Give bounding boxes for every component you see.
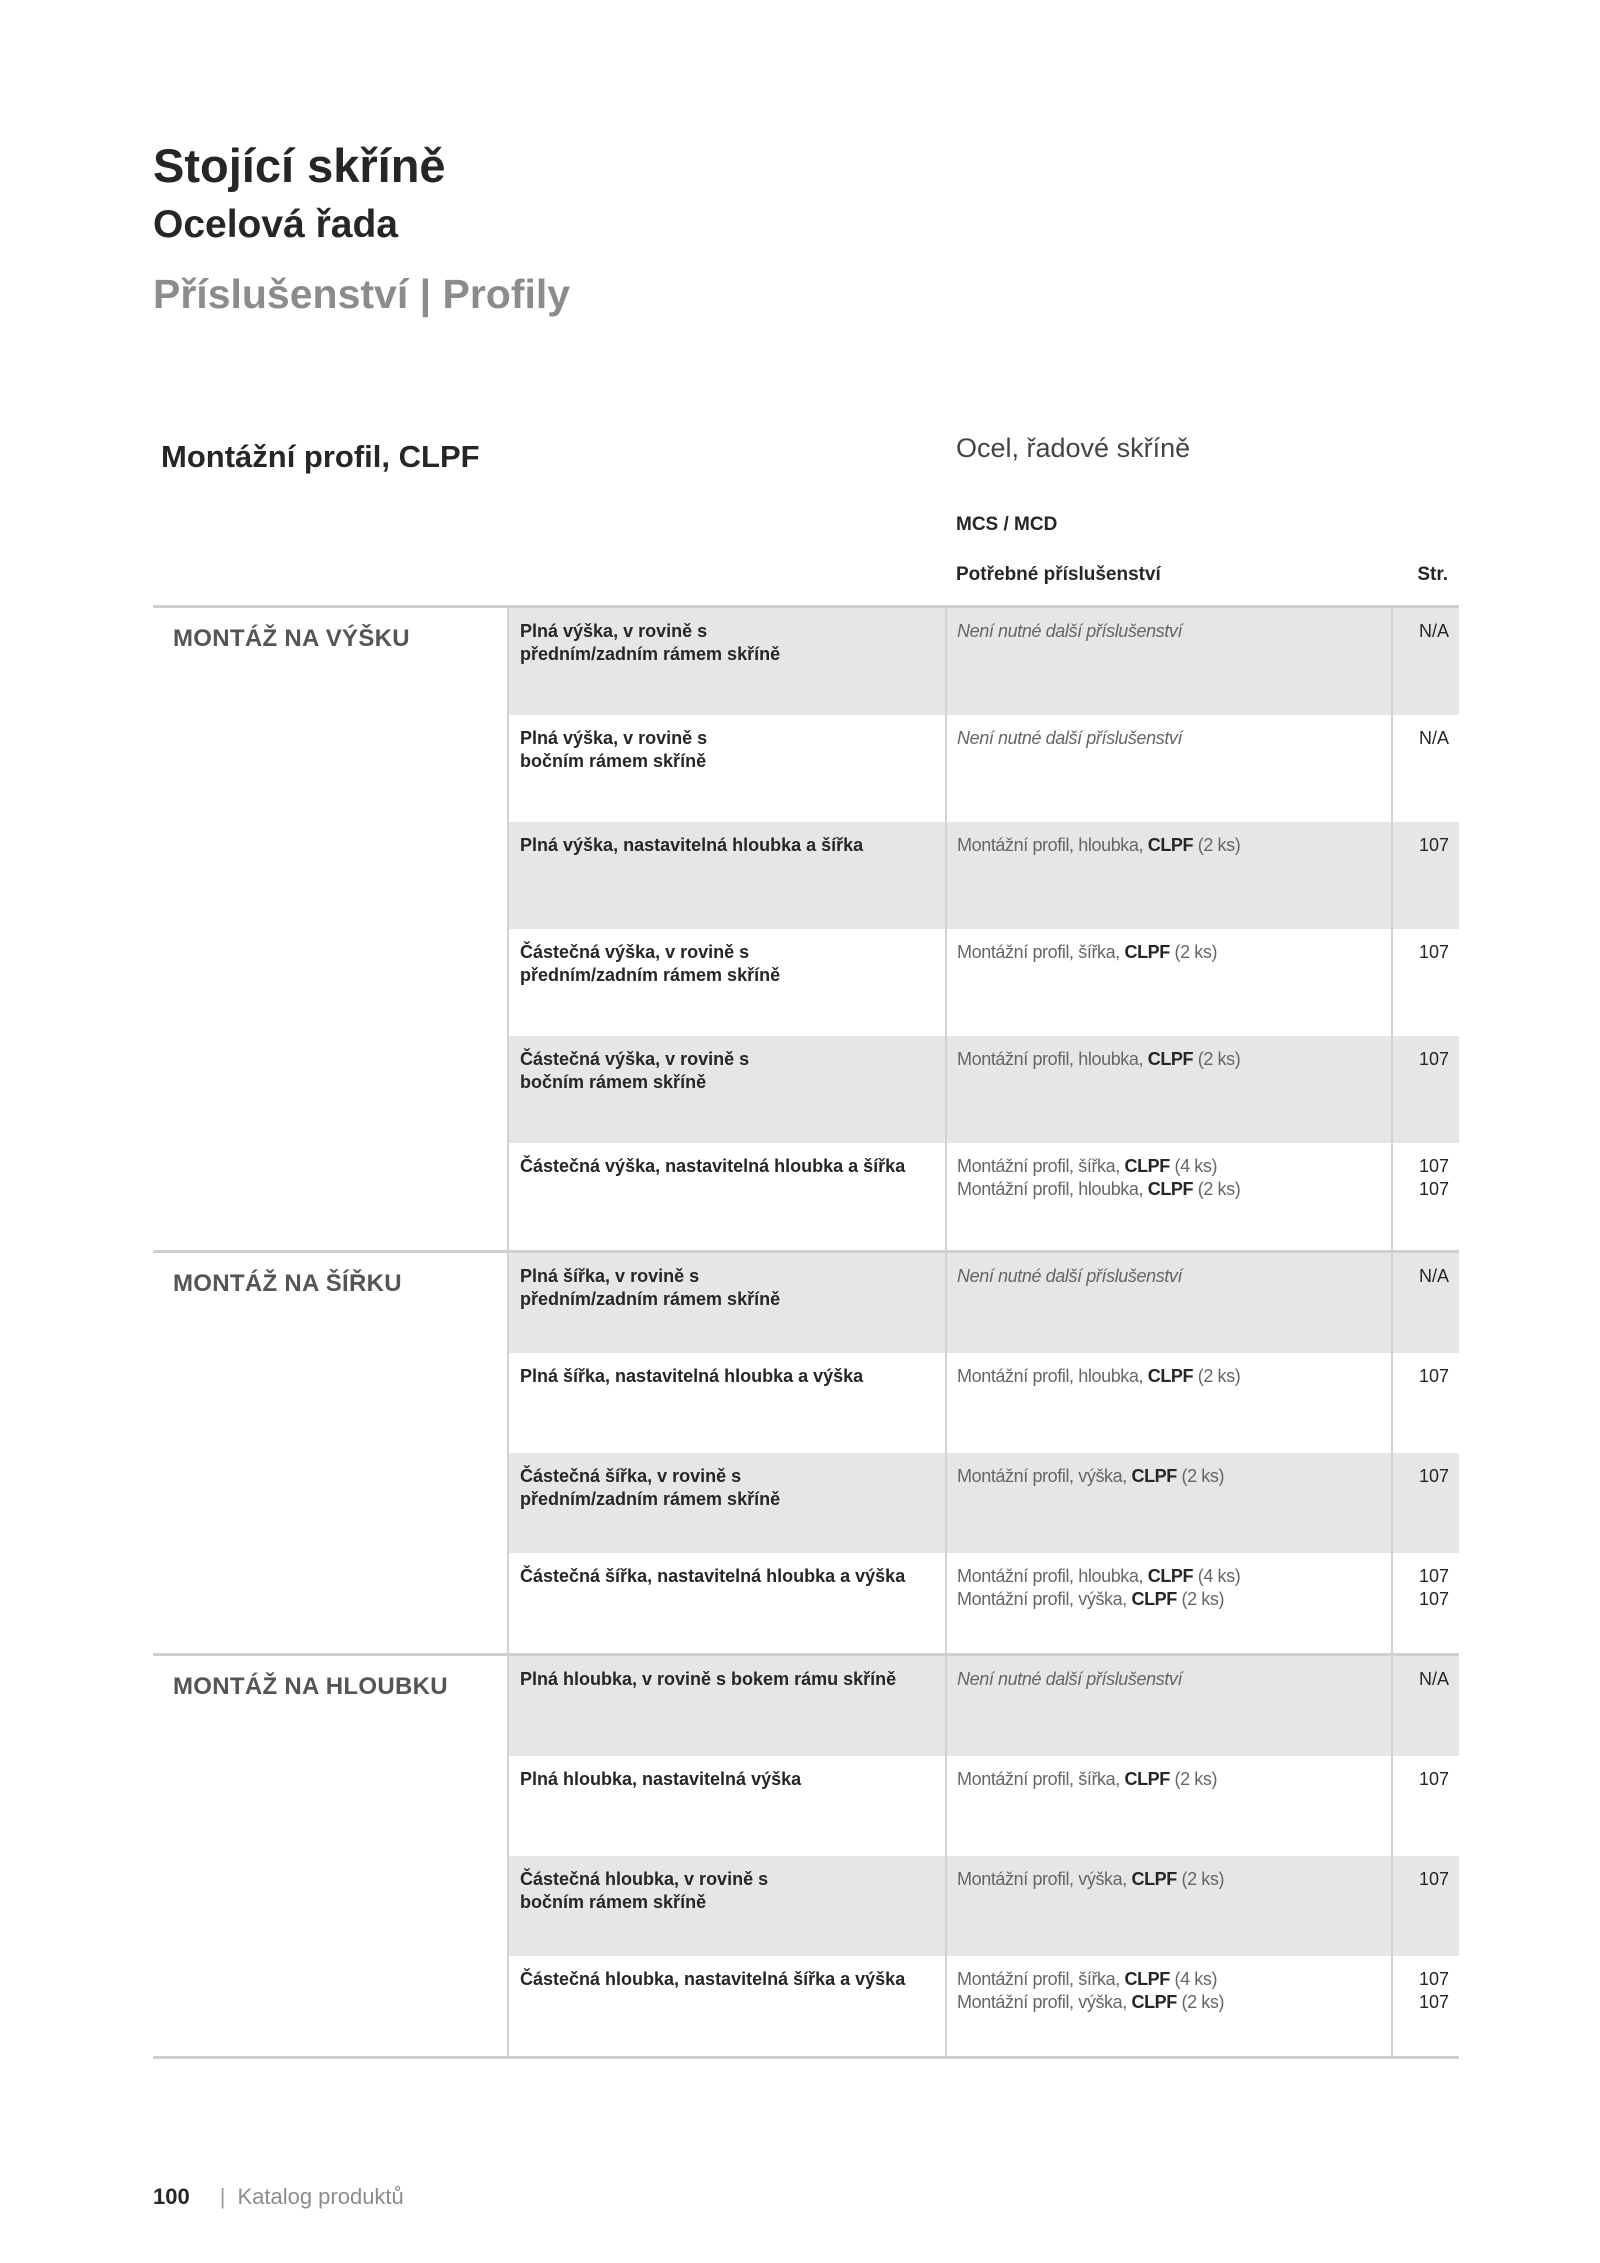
accessory-quantity: (4 ks) bbox=[1169, 1969, 1218, 1989]
description-line: předním/zadním rámem skříně bbox=[520, 1489, 781, 1509]
description-line: Plná výška, v rovině s bbox=[520, 621, 708, 641]
accessory-quantity: (2 ks) bbox=[1193, 1179, 1241, 1199]
accessory-name: Montážní profil, výška, bbox=[957, 1466, 1132, 1486]
page-footer bbox=[153, 2185, 404, 2209]
mounting-table bbox=[153, 605, 1459, 2059]
accessory-code: CLPF bbox=[1131, 1466, 1177, 1486]
mounting-description bbox=[509, 929, 947, 1036]
description-line: Částečná výška, v rovině s bbox=[520, 1049, 750, 1069]
group-rows bbox=[507, 1656, 1459, 2056]
description-line: bočním rámem skříně bbox=[520, 1072, 707, 1092]
mounting-description bbox=[509, 1553, 947, 1653]
accessory-name: Montážní profil, hloubka, bbox=[957, 835, 1148, 855]
page-title: Stojící skříně bbox=[153, 139, 446, 192]
table-row bbox=[509, 1353, 1459, 1453]
footer-separator: | bbox=[219, 2184, 226, 2209]
mounting-description bbox=[509, 1656, 947, 1756]
required-accessories bbox=[947, 1553, 1393, 1653]
description-line: předním/zadním rámem skříně bbox=[520, 644, 781, 664]
accessory-code: CLPF bbox=[1131, 1869, 1177, 1889]
accessory-name: Montážní profil, hloubka, bbox=[957, 1366, 1148, 1386]
accessory-code: CLPF bbox=[1124, 1969, 1170, 1989]
description-line: Částečná hloubka, v rovině s bbox=[520, 1869, 769, 1889]
accessory-name: Montážní profil, šířka, bbox=[957, 1969, 1125, 1989]
description-line: Částečná šířka, v rovině s bbox=[520, 1466, 742, 1486]
required-accessories bbox=[947, 1656, 1393, 1756]
table-row bbox=[509, 822, 1459, 929]
no-accessory-note: Není nutné další příslušenství bbox=[957, 728, 1183, 748]
page-reference bbox=[1393, 822, 1459, 929]
accessory-line bbox=[957, 1968, 1381, 1991]
required-accessories bbox=[947, 1036, 1393, 1143]
group-rows bbox=[507, 1253, 1459, 1653]
accessory-name: Montážní profil, hloubka, bbox=[957, 1566, 1148, 1586]
table-row bbox=[509, 608, 1459, 715]
accessory-line bbox=[957, 1991, 1381, 2014]
table-row bbox=[509, 1453, 1459, 1553]
series-label: MCS / MCD bbox=[956, 514, 1058, 535]
page-number-ref: 107 bbox=[1418, 1869, 1449, 1889]
accessory-name: Montážní profil, šířka, bbox=[957, 1769, 1125, 1789]
description-line: Plná výška, nastavitelná hloubka a šířka bbox=[520, 835, 864, 855]
accessory-code: CLPF bbox=[1124, 1769, 1170, 1789]
no-accessory-note: Není nutné další příslušenství bbox=[957, 1266, 1183, 1286]
description-line: Částečná šířka, nastavitelná hloubka a výška bbox=[520, 1566, 906, 1586]
mounting-description bbox=[509, 1036, 947, 1143]
accessory-quantity: (2 ks) bbox=[1176, 1466, 1225, 1486]
page-reference bbox=[1393, 1036, 1459, 1143]
page-number-ref: 107 bbox=[1418, 1769, 1449, 1789]
page-number-ref: 107 bbox=[1418, 1992, 1449, 2012]
accessory-line bbox=[957, 1465, 1381, 1488]
description-line: předním/zadním rámem skříně bbox=[520, 1289, 781, 1309]
table-row bbox=[509, 1143, 1459, 1250]
required-accessories bbox=[947, 715, 1393, 822]
accessory-name: Montážní profil, výška, bbox=[957, 1589, 1132, 1609]
accessory-code: CLPF bbox=[1131, 1589, 1177, 1609]
mounting-description bbox=[509, 822, 947, 929]
description-line: Plná šířka, v rovině s bbox=[520, 1266, 700, 1286]
accessory-line bbox=[957, 1048, 1381, 1071]
page-reference bbox=[1393, 1253, 1459, 1353]
page-number: 100 bbox=[153, 2184, 190, 2209]
page-number-ref: 107 bbox=[1418, 1179, 1449, 1199]
accessory-name: Montážní profil, šířka, bbox=[957, 942, 1125, 962]
accessory-code: CLPF bbox=[1124, 942, 1170, 962]
column-header-page: Str. bbox=[1417, 564, 1448, 585]
description-line: Částečná hloubka, nastavitelná šířka a výška bbox=[520, 1969, 906, 1989]
accessory-name: Montážní profil, výška, bbox=[957, 1869, 1132, 1889]
required-accessories bbox=[947, 822, 1393, 929]
accessory-line bbox=[957, 1565, 1381, 1588]
page-reference bbox=[1393, 929, 1459, 1036]
description-line: předním/zadním rámem skříně bbox=[520, 965, 781, 985]
mounting-description bbox=[509, 715, 947, 822]
accessory-code: CLPF bbox=[1147, 835, 1194, 855]
page-number-ref: 107 bbox=[1418, 1049, 1449, 1069]
page-reference bbox=[1393, 1856, 1459, 1956]
description-line: bočním rámem skříně bbox=[520, 1892, 707, 1912]
accessory-name: Montážní profil, hloubka, bbox=[957, 1179, 1148, 1199]
table-row bbox=[509, 1756, 1459, 1856]
accessory-quantity: (2 ks) bbox=[1193, 835, 1241, 855]
page-number-ref: N/A bbox=[1418, 1669, 1449, 1689]
page-reference bbox=[1393, 1453, 1459, 1553]
accessory-quantity: (4 ks) bbox=[1193, 1566, 1241, 1586]
accessory-line bbox=[957, 1365, 1381, 1388]
description-line: bočním rámem skříně bbox=[520, 751, 707, 771]
table-row bbox=[509, 715, 1459, 822]
group-label: MONTÁŽ NA VÝŠKU bbox=[173, 625, 410, 652]
description-line: Plná hloubka, v rovině s bokem rámu skříně bbox=[520, 1669, 897, 1689]
required-accessories bbox=[947, 1856, 1393, 1956]
accessory-quantity: (2 ks) bbox=[1176, 1589, 1225, 1609]
accessory-quantity: (2 ks) bbox=[1176, 1992, 1225, 2012]
material-label: Ocel, řadové skříně bbox=[956, 433, 1191, 463]
page-reference bbox=[1393, 1553, 1459, 1653]
page-number-ref: 107 bbox=[1418, 1566, 1449, 1586]
mounting-description bbox=[509, 608, 947, 715]
mounting-description bbox=[509, 1453, 947, 1553]
accessory-code: CLPF bbox=[1147, 1049, 1194, 1069]
column-header-accessories: Potřebné příslušenství bbox=[956, 564, 1161, 585]
page-number-ref: 107 bbox=[1418, 1466, 1449, 1486]
section-title: Příslušenství | Profily bbox=[153, 271, 571, 317]
required-accessories bbox=[947, 1453, 1393, 1553]
accessory-quantity: (2 ks) bbox=[1169, 942, 1218, 962]
page-number-ref: 107 bbox=[1418, 1969, 1449, 1989]
accessory-line bbox=[957, 620, 1381, 643]
mounting-description bbox=[509, 1143, 947, 1250]
mounting-description bbox=[509, 1756, 947, 1856]
accessory-quantity: (2 ks) bbox=[1193, 1049, 1241, 1069]
accessory-line bbox=[957, 834, 1381, 857]
description-line: Částečná výška, v rovině s bbox=[520, 942, 750, 962]
table-group bbox=[153, 608, 1459, 1250]
accessory-quantity: (2 ks) bbox=[1169, 1769, 1218, 1789]
page-number-ref: 107 bbox=[1418, 835, 1449, 855]
table-row bbox=[509, 1856, 1459, 1956]
page-reference bbox=[1393, 1143, 1459, 1250]
page-reference bbox=[1393, 715, 1459, 822]
accessory-name: Montážní profil, šířka, bbox=[957, 1156, 1125, 1176]
no-accessory-note: Není nutné další příslušenství bbox=[957, 1669, 1183, 1689]
accessory-line bbox=[957, 1265, 1381, 1288]
required-accessories bbox=[947, 608, 1393, 715]
product-title: Montážní profil, CLPF bbox=[161, 439, 480, 474]
accessory-code: CLPF bbox=[1124, 1156, 1170, 1176]
table-row bbox=[509, 1656, 1459, 1756]
page-number-ref: 107 bbox=[1418, 1156, 1449, 1176]
group-label: MONTÁŽ NA ŠÍŘKU bbox=[173, 1270, 402, 1297]
accessory-line bbox=[957, 727, 1381, 750]
table-group bbox=[153, 1250, 1459, 1653]
accessory-line bbox=[957, 1768, 1381, 1791]
no-accessory-note: Není nutné další příslušenství bbox=[957, 621, 1183, 641]
page-number-ref: N/A bbox=[1418, 1266, 1449, 1286]
required-accessories bbox=[947, 1756, 1393, 1856]
mounting-description bbox=[509, 1956, 947, 2056]
page-number-ref: 107 bbox=[1418, 942, 1449, 962]
description-line: Plná hloubka, nastavitelná výška bbox=[520, 1769, 802, 1789]
accessory-line bbox=[957, 1868, 1381, 1891]
description-line: Plná šířka, nastavitelná hloubka a výška bbox=[520, 1366, 864, 1386]
group-rows bbox=[507, 608, 1459, 1250]
description-line: Částečná výška, nastavitelná hloubka a šířka bbox=[520, 1156, 906, 1176]
description-line: Plná výška, v rovině s bbox=[520, 728, 708, 748]
table-row bbox=[509, 1253, 1459, 1353]
table-row bbox=[509, 1036, 1459, 1143]
accessory-line bbox=[957, 1668, 1381, 1691]
accessory-quantity: (2 ks) bbox=[1193, 1366, 1241, 1386]
accessory-name: Montážní profil, hloubka, bbox=[957, 1049, 1148, 1069]
table-row bbox=[509, 1553, 1459, 1653]
mounting-description bbox=[509, 1856, 947, 1956]
table-row bbox=[509, 929, 1459, 1036]
page-reference bbox=[1393, 1756, 1459, 1856]
page-reference bbox=[1393, 1656, 1459, 1756]
page-subtitle: Ocelová řada bbox=[153, 203, 398, 246]
accessory-quantity: (4 ks) bbox=[1169, 1156, 1218, 1176]
mounting-description bbox=[509, 1353, 947, 1453]
accessory-code: CLPF bbox=[1147, 1366, 1194, 1386]
accessory-name: Montážní profil, výška, bbox=[957, 1992, 1132, 2012]
accessory-line bbox=[957, 941, 1381, 964]
page-number-ref: N/A bbox=[1418, 728, 1449, 748]
catalog-label: Katalog produktů bbox=[237, 2184, 404, 2209]
table-group bbox=[153, 1653, 1459, 2056]
page-reference bbox=[1393, 1353, 1459, 1453]
accessory-line bbox=[957, 1155, 1381, 1178]
accessory-line bbox=[957, 1178, 1381, 1201]
required-accessories bbox=[947, 1353, 1393, 1453]
page-reference bbox=[1393, 1956, 1459, 2056]
accessory-line bbox=[957, 1588, 1381, 1611]
page-number-ref: 107 bbox=[1418, 1589, 1449, 1609]
accessory-code: CLPF bbox=[1131, 1992, 1177, 2012]
mounting-description bbox=[509, 1253, 947, 1353]
page-number-ref: 107 bbox=[1418, 1366, 1449, 1386]
table-row bbox=[509, 1956, 1459, 2056]
required-accessories bbox=[947, 1143, 1393, 1250]
accessory-code: CLPF bbox=[1147, 1179, 1194, 1199]
group-label: MONTÁŽ NA HLOUBKU bbox=[173, 1673, 448, 1700]
required-accessories bbox=[947, 1253, 1393, 1353]
page-reference bbox=[1393, 608, 1459, 715]
accessory-quantity: (2 ks) bbox=[1176, 1869, 1225, 1889]
accessory-code: CLPF bbox=[1147, 1566, 1194, 1586]
required-accessories bbox=[947, 929, 1393, 1036]
page-number-ref: N/A bbox=[1418, 621, 1449, 641]
required-accessories bbox=[947, 1956, 1393, 2056]
